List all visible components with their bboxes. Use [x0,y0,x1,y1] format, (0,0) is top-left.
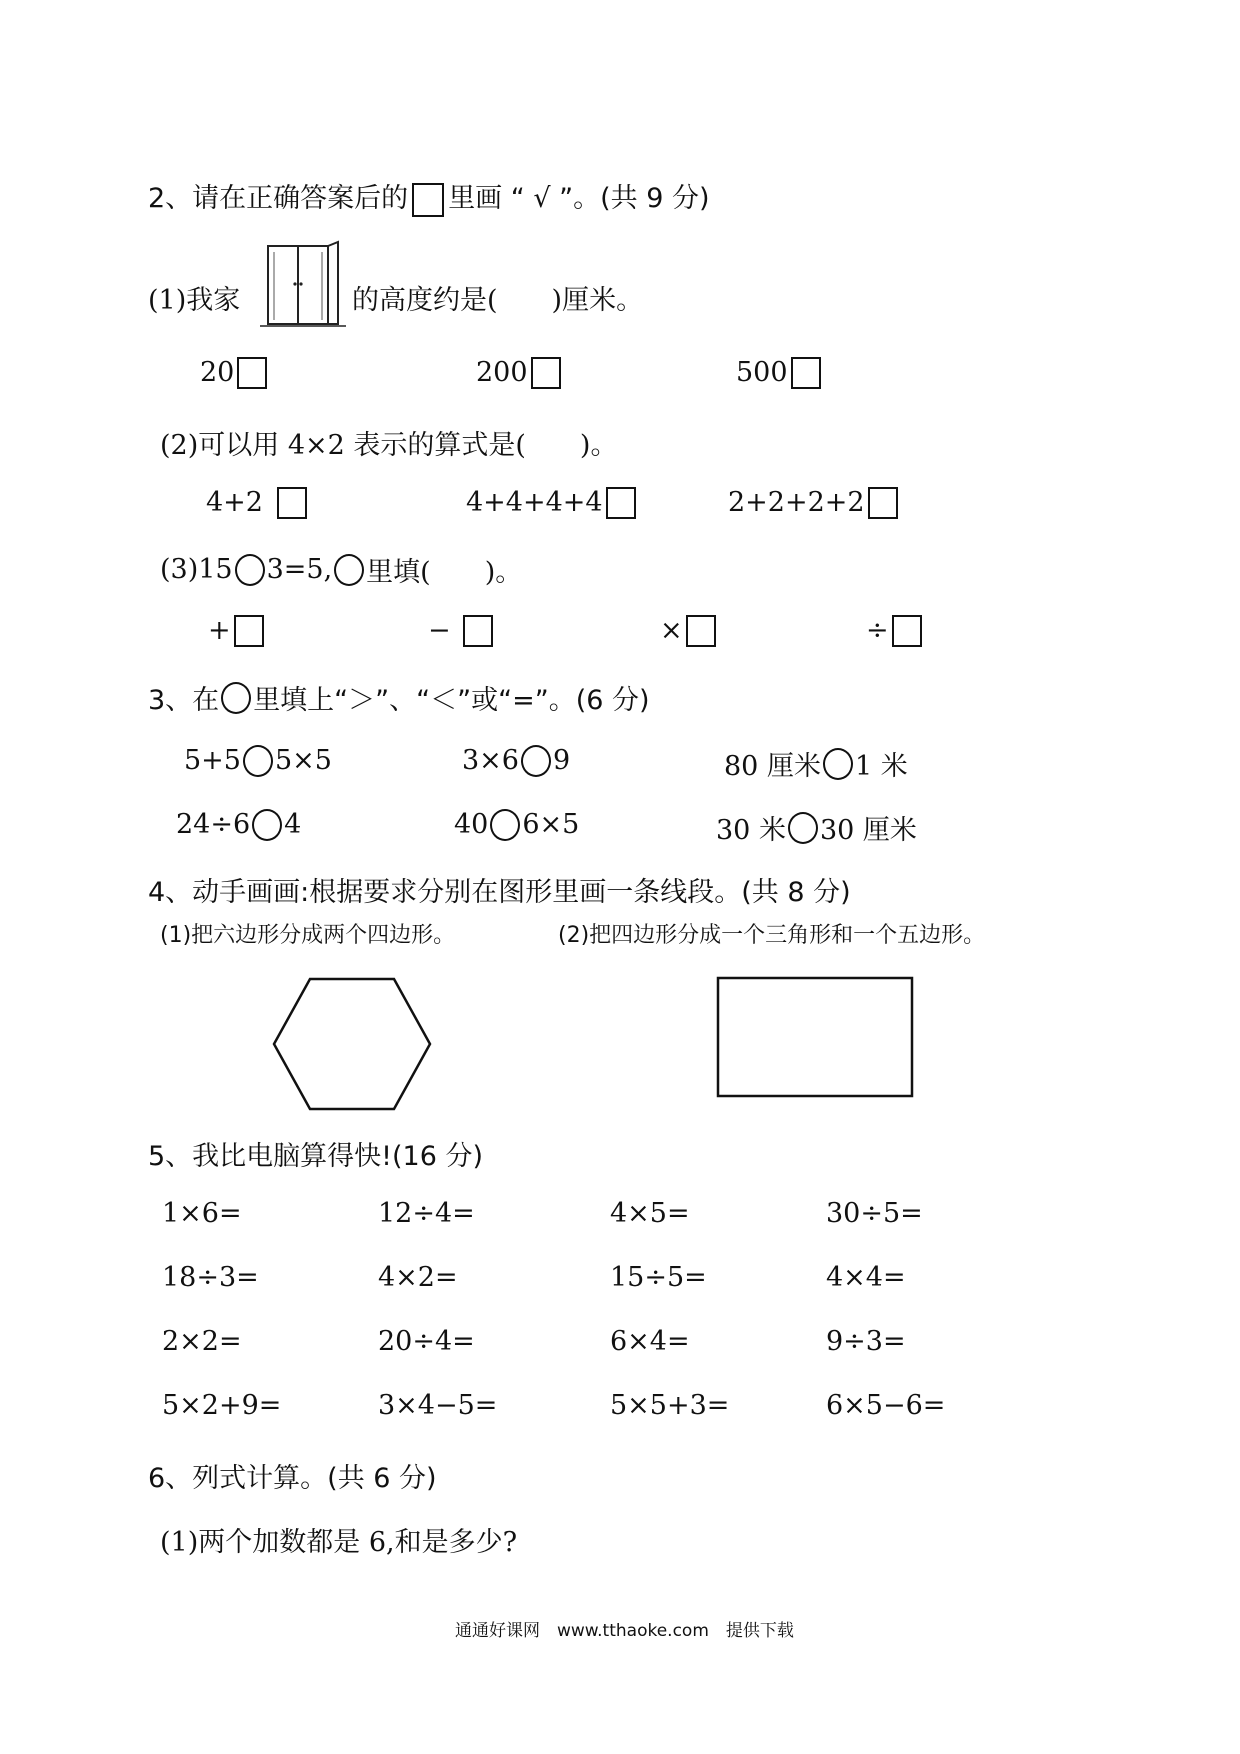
q2-p2-option-a[interactable]: 4+2 [206,486,307,519]
checkbox[interactable] [606,487,636,519]
q5-item: 6×4= [610,1326,690,1357]
checkbox[interactable] [463,615,493,647]
compare-circle[interactable] [243,745,273,777]
q2-p2: (2)可以用 4×2 表示的算式是( )。 [160,430,618,461]
q2-p2-option-c[interactable]: 2+2+2+2 [728,486,898,519]
q4-sub2: (2)把四边形分成一个三角形和一个五边形。 [558,923,986,948]
checkbox[interactable] [791,357,821,389]
q5-item: 18÷3= [162,1262,259,1293]
compare-circle[interactable] [788,812,818,844]
checkbox[interactable] [277,487,307,519]
checkbox[interactable] [234,615,264,647]
q5-item: 6×5−6= [826,1390,946,1421]
compare-circle[interactable] [823,748,853,780]
q2-p1-option-500[interactable]: 500 [736,356,821,389]
q3-title: 3、在 里填上“＞”、“＜”或“=”。(6 分) [148,678,650,717]
q2-title: 2、请在正确答案后的 里画 “ √ ”。(共 9 分) [148,176,710,217]
q2-p3: (3)15 3=5, 里填( )。 [160,554,523,588]
checkbox[interactable] [868,487,898,519]
operator-circle[interactable] [235,554,265,586]
q6-p1: (1)两个加数都是 6,和是多少? [160,1527,518,1558]
rectangle-shape[interactable] [716,976,916,1100]
q3-compare-3: 80 厘米 1 米 [724,744,908,783]
q5-title: 5、我比电脑算得快!(16 分) [148,1141,484,1172]
q5-item: 3×4−5= [378,1390,498,1421]
q2-p1-prefix: (1)我家 [148,285,241,316]
q2-p1-option-200[interactable]: 200 [476,356,561,389]
q3-compare-1: 5+5 5×5 [184,745,332,776]
checkbox[interactable] [531,357,561,389]
checkbox[interactable] [237,357,267,389]
q5-item: 15÷5= [610,1262,707,1293]
q4-title: 4、动手画画:根据要求分别在图形里画一条线段。(共 8 分) [148,877,851,908]
q4-sub1: (1)把六边形分成两个四边形。 [160,923,456,948]
q2-p3-option-times[interactable]: × [660,614,716,647]
compare-circle[interactable] [252,809,282,841]
q2-p1-option-20[interactable]: 20 [200,356,267,389]
q2-p3-option-minus[interactable]: − [428,614,493,647]
checkbox[interactable] [892,615,922,647]
q2-p3-option-divide[interactable]: ÷ [866,614,922,647]
hexagon-shape[interactable] [270,975,434,1115]
q5-item: 4×2= [378,1262,458,1293]
footer-text: 通通好课网 www.tthaoke.com 提供下载 [455,1621,794,1641]
q5-item: 4×5= [610,1198,690,1229]
q5-item: 20÷4= [378,1326,475,1357]
compare-circle[interactable] [521,745,551,777]
operator-circle[interactable] [334,554,364,586]
q3-compare-4: 24÷6 4 [176,809,302,840]
checkbox[interactable] [686,615,716,647]
q5-item: 9÷3= [826,1326,906,1357]
q5-item: 5×5+3= [610,1390,730,1421]
q2-p2-option-b[interactable]: 4+4+4+4 [466,486,636,519]
q5-item: 1×6= [162,1198,242,1229]
q5-item: 5×2+9= [162,1390,282,1421]
door-icon [258,240,350,332]
q5-item: 4×4= [826,1262,906,1293]
answer-box-icon [412,183,444,217]
compare-circle[interactable] [490,809,520,841]
circle-icon [221,682,251,714]
q6-title: 6、列式计算。(共 6 分) [148,1463,437,1494]
q5-item: 2×2= [162,1326,242,1357]
q2-p1-suffix: 的高度约是( )厘米。 [352,285,644,316]
q3-compare-5: 40 6×5 [454,809,580,840]
q3-compare-2: 3×6 9 [462,745,571,776]
q2-p3-option-plus[interactable]: + [208,614,264,647]
q5-item: 12÷4= [378,1198,475,1229]
q3-compare-6: 30 米 30 厘米 [716,808,917,847]
q5-item: 30÷5= [826,1198,923,1229]
